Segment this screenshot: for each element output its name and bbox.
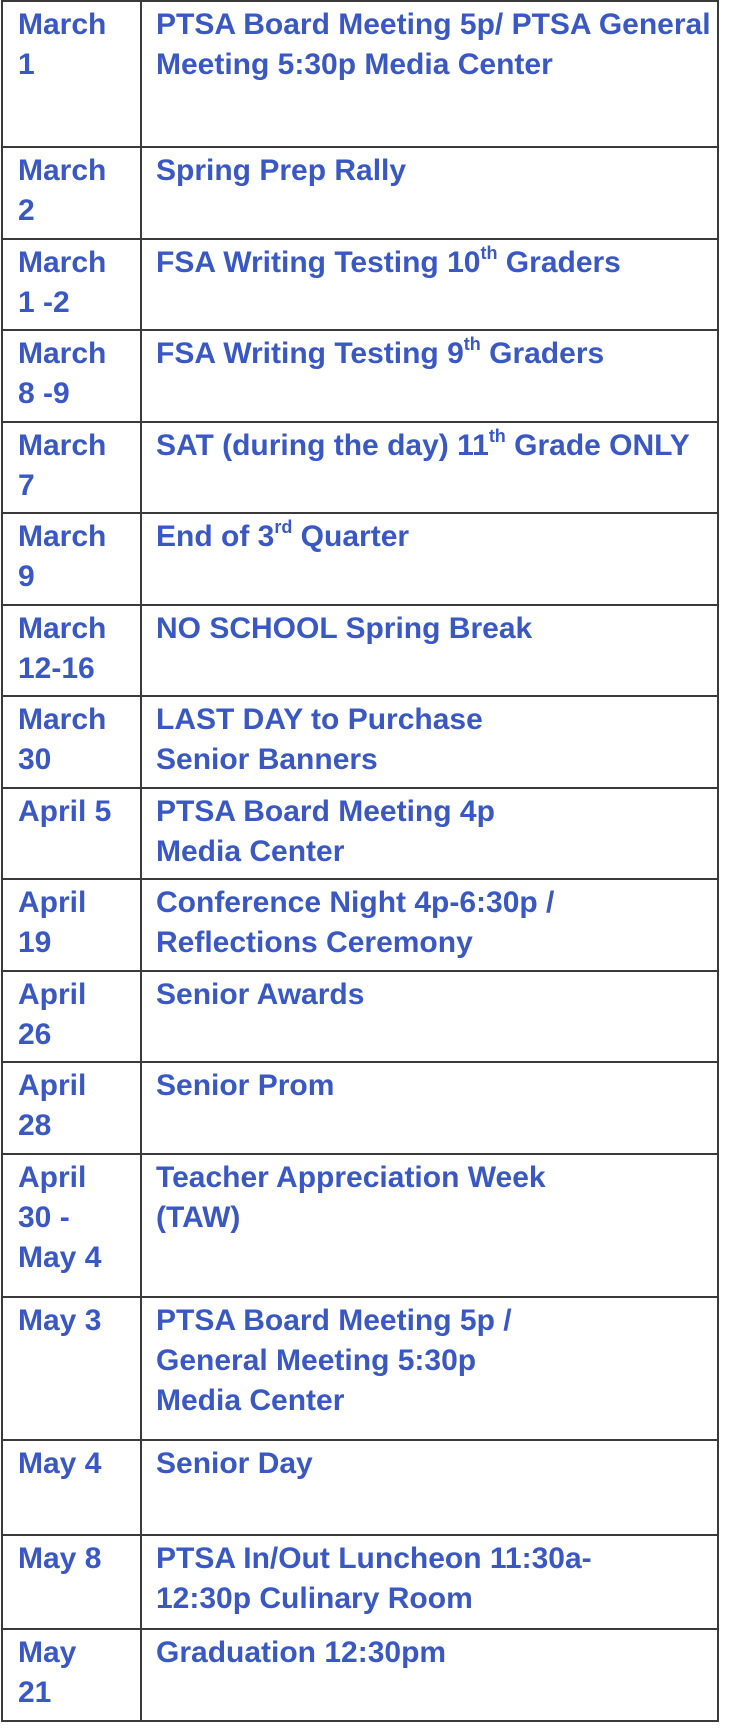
event-description: PTSA Board Meeting 5p/ PTSA General Meeting 5:30p Media Center (141, 1, 718, 147)
event-text-continued: Graders (480, 337, 605, 371)
event-date: March 12-16 (2, 605, 141, 696)
event-description: Graduation 12:30pm (141, 1629, 718, 1721)
table-row (2, 147, 718, 238)
event-date: May 21 (2, 1629, 141, 1721)
event-date: May 8 (2, 1535, 141, 1630)
event-description: Senior Prom (141, 1062, 718, 1153)
event-description: Senior Day (141, 1440, 718, 1535)
event-description: PTSA Board Meeting 5p / General Meeting 5:30p Media Center (141, 1297, 718, 1440)
event-description: Spring Prep Rally (141, 147, 718, 238)
event-date: May 3 (2, 1297, 141, 1440)
table-row (2, 1062, 718, 1153)
event-date: March 1 (2, 1, 141, 147)
event-description: NO SCHOOL Spring Break (141, 605, 718, 696)
event-description: Senior Awards (141, 971, 718, 1062)
event-date: April 28 (2, 1062, 141, 1153)
table-row (2, 513, 718, 604)
event-text-continued: Quarter (292, 520, 410, 554)
event-text: FSA Writing Testing 9 (156, 337, 464, 371)
table-row (2, 696, 718, 787)
event-description: LAST DAY to Purchase Senior Banners (141, 696, 718, 787)
event-description: Conference Night 4p-6:30p / Reflections Ceremony (141, 879, 718, 970)
event-date: March 2 (2, 147, 141, 238)
table-row (2, 971, 718, 1062)
event-date: March 8 -9 (2, 330, 141, 421)
table-row (2, 879, 718, 970)
event-date: March 7 (2, 422, 141, 513)
table-row (2, 1535, 718, 1630)
table-row (2, 1629, 718, 1721)
event-text: SAT (during the day) 11 (156, 428, 489, 462)
table-row (2, 1297, 718, 1440)
event-date: April 19 (2, 879, 141, 970)
event-description (141, 330, 718, 421)
table-row (2, 422, 718, 513)
event-date: March 30 (2, 696, 141, 787)
event-date: May 4 (2, 1440, 141, 1535)
event-description: PTSA Board Meeting 4p Media Center (141, 788, 718, 879)
ordinal-suffix: th (463, 334, 481, 355)
ordinal-suffix: th (480, 242, 498, 263)
ordinal-suffix: th (488, 425, 506, 446)
event-description (141, 422, 718, 513)
events-table-body (2, 1, 718, 1721)
calendar-document (1, 0, 717, 1722)
events-table (1, 0, 719, 1722)
table-row (2, 330, 718, 421)
event-date: March 9 (2, 513, 141, 604)
table-row (2, 1440, 718, 1535)
event-description: PTSA In/Out Luncheon 11:30a- 12:30p Culinary Room (141, 1535, 718, 1630)
event-date: April 5 (2, 788, 141, 879)
event-text: FSA Writing Testing 10 (156, 245, 481, 279)
event-description: Teacher Appreciation Week (TAW) (141, 1154, 718, 1297)
table-row (2, 239, 718, 330)
event-text-continued: Grade ONLY (505, 428, 690, 462)
event-date: March 1 -2 (2, 239, 141, 330)
event-description (141, 239, 718, 330)
event-description (141, 513, 718, 604)
table-row (2, 1, 718, 147)
table-row (2, 788, 718, 879)
table-row (2, 1154, 718, 1297)
event-date: April 30 - May 4 (2, 1154, 141, 1297)
table-row (2, 605, 718, 696)
event-text-continued: Graders (497, 245, 621, 279)
ordinal-suffix: rd (274, 517, 293, 538)
event-text: End of 3 (156, 520, 275, 554)
event-date: April 26 (2, 971, 141, 1062)
